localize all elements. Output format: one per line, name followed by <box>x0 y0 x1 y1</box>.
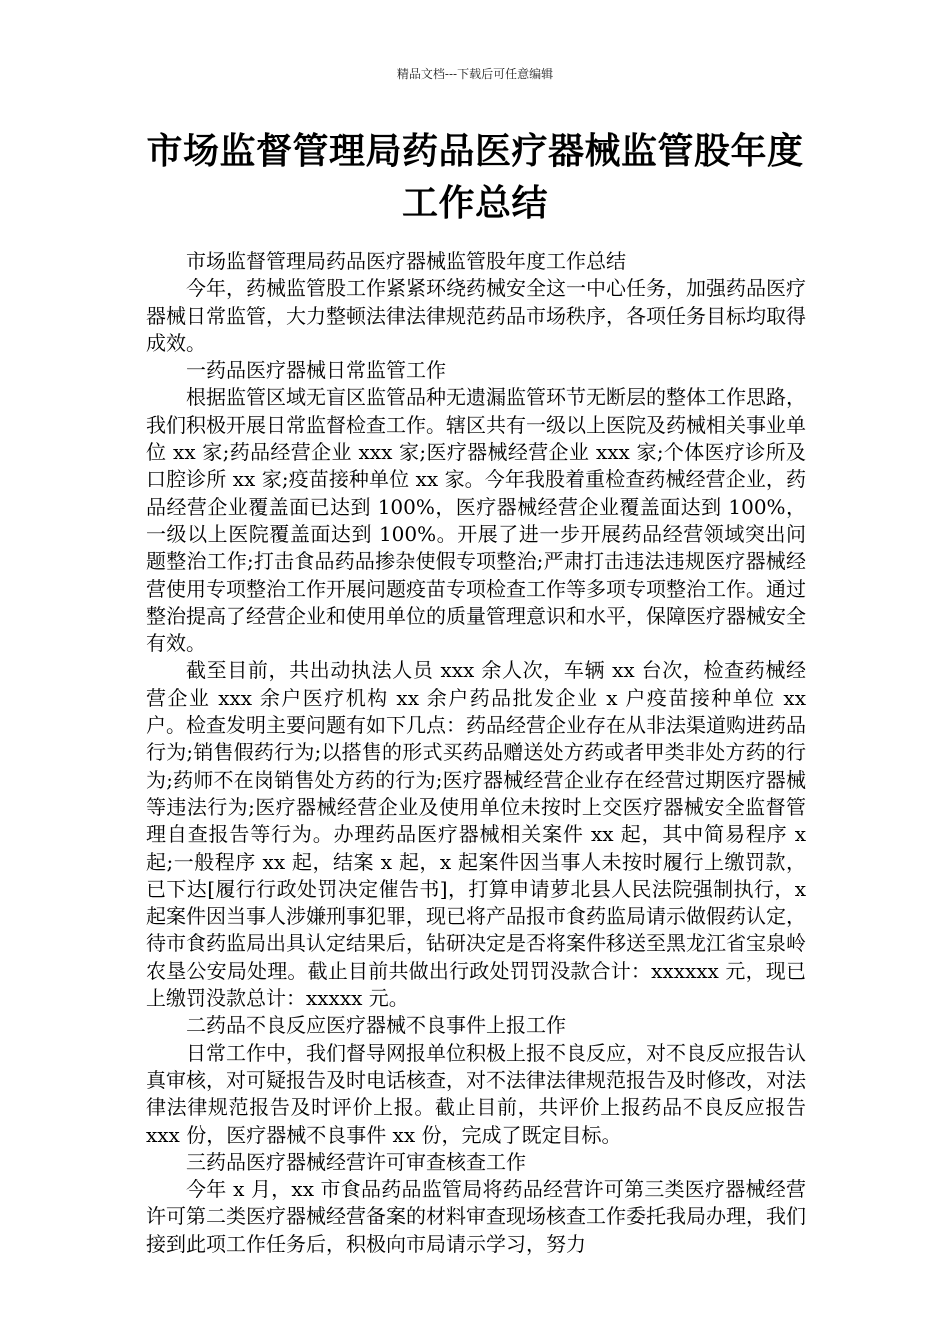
intro-paragraph: 今年，药械监管股工作紧紧环绕药械安全这一中心任务，加强药品医疗器械日常监管，大力整顿法律法律规范药品市场秩序，各项任务目标均取得成效。 <box>146 276 806 355</box>
section-2-paragraph-1: 日常工作中，我们督导网报单位积极上报不良反应，对不良反应报告认真审核，对可疑报告及时电话核查，对不法律法律规范报告及时修改，对法律法律规范报告及时评价上报。截止目前，共评价上报药品不良反应报告 xxx 份，医疗器械不良事件 xx 份，完成了既定目标。 <box>146 1040 806 1147</box>
document-body <box>146 248 806 1258</box>
section-1-paragraph-2: 截至目前，共出动执法人员 xxx 余人次，车辆 xx 台次，检查药械经营企业 xxx 余户医疗机构 xx 余户药品批发企业 x 户疫苗接种单位 xx 户。检查发明主要问题有如下几点：药品经营企业存在从非法渠道购进药品行为;销售假药行为;以搭售的形式买药品赠送处方药或者甲类非处方药的行为;药师不在岗销售处方药的行为;医疗器械经营企业存在经营过期医疗器械等违法行为;医疗器械经营企业及使用单位未按时上交医疗器械安全监督管理自查报告等行为。办理药品医疗器械相关案件 xx 起，其中简易程序 x 起;一般程序 xx 起，结案 x 起，x 起案件因当事人未按时履行上缴罚款，已下达[履行行政处罚决定催告书]，打算申请萝北县人民法院强制执行，x 起案件因当事人涉嫌刑事犯罪，现已将产品报市食药监局请示做假药认定，待市食药监局出具认定结果后，钻研决定是否将案件移送至黑龙江省宝泉岭农垦公安局处理。截止目前共做出行政处罚罚没款合计：xxxxxx 元，现已上缴罚没款总计：xxxxx 元。 <box>146 658 806 1011</box>
intro-title-line: 市场监督管理局药品医疗器械监管股年度工作总结 <box>186 249 626 273</box>
section-1-paragraph-1: 根据监管区域无盲区监管品种无遗漏监管环节无断层的整体工作思路，我们积极开展日常监督检查工作。辖区共有一级以上医院及药械相关事业单位 xx 家;药品经营企业 xxx 家;医疗器械经营企业 xxx 家;个体医疗诊所及口腔诊所 xx 家;疫苗接种单位 xx 家。今年我股着重检查药械经营企业，药品经营企业覆盖面已达到 100%，医疗器械经营企业覆盖面达到 100%，一级以上医院覆盖面达到 100%。开展了进一步开展药品经营领域突出问题整治工作;打击食品药品掺杂使假专项整治;严肃打击违法违规医疗器械经营使用专项整治工作开展问题疫苗专项检查工作等多项专项整治工作。通过整治提高了经营企业和使用单位的质量管理意识和水平，保障医疗器械安全有效。 <box>146 385 806 656</box>
document-title: 市场监督管理局药品医疗器械监管股年度工作总结 <box>146 131 804 224</box>
section-heading-3: 三药品医疗器械经营许可审查核查工作 <box>186 1149 526 1174</box>
section-heading-2: 二药品不良反应医疗器械不良事件上报工作 <box>186 1013 566 1038</box>
section-heading-1: 一药品医疗器械日常监管工作 <box>186 358 446 383</box>
section-3-paragraph-1: 今年 x 月，xx 市食品药品监管局将药品经营许可第三类医疗器械经营许可第二类医疗器械经营备案的材料审查现场核查工作委托我局办理，我们接到此项工作任务后，积极向市局请示学习，努力 <box>146 1177 806 1256</box>
running-header: 精品文档---下载后可任意编辑 <box>396 67 554 81</box>
